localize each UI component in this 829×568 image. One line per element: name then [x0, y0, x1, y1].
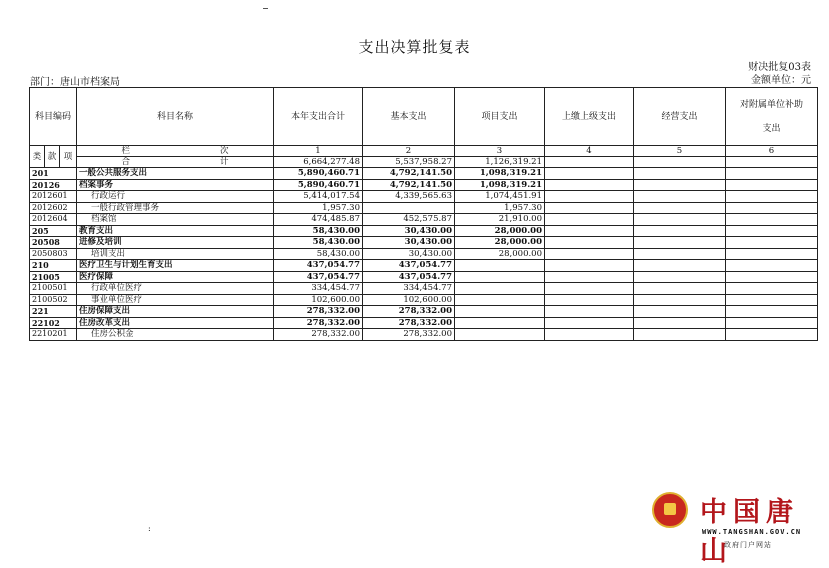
row-business	[634, 191, 726, 203]
row-business	[634, 168, 726, 180]
row-project: 28,000.00	[455, 225, 545, 237]
header-subsidy: 对附属单位补助支出	[726, 88, 818, 146]
row-total: 58,430.00	[274, 225, 363, 237]
row-upper	[545, 225, 634, 237]
header-row	[30, 88, 818, 146]
row-project: 28,000.00	[455, 248, 545, 260]
header-basic: 基本支出	[363, 88, 455, 146]
table-row	[30, 168, 818, 180]
row-business	[634, 237, 726, 249]
row-subsidy	[726, 168, 818, 180]
row-upper	[545, 306, 634, 318]
table-row	[30, 179, 818, 191]
row-code: 20126	[30, 179, 77, 191]
row-subsidy	[726, 191, 818, 203]
col-index-2: 2	[363, 146, 455, 157]
row-code: 2012604	[30, 214, 77, 226]
header-upper: 上缴上级支出	[545, 88, 634, 146]
row-code: 210	[30, 260, 77, 272]
department-label: 部门：唐山市档案局	[30, 77, 120, 88]
row-code: 221	[30, 306, 77, 318]
row-subsidy	[726, 317, 818, 329]
row-business	[634, 283, 726, 295]
row-basic	[363, 202, 455, 214]
logo-url: WWW.TANGSHAN.GOV.CN	[702, 528, 802, 536]
row-project	[455, 283, 545, 295]
header-business: 经营支出	[634, 88, 726, 146]
row-upper	[545, 168, 634, 180]
row-business	[634, 294, 726, 306]
heji-label: 合 计	[77, 157, 274, 168]
row-basic: 4,792,141.50	[363, 179, 455, 191]
header-total: 本年支出合计	[274, 88, 363, 146]
row-business	[634, 214, 726, 226]
row-code: 2100501	[30, 283, 77, 295]
col-index-4: 4	[545, 146, 634, 157]
row-code: 20508	[30, 237, 77, 249]
table-row	[30, 260, 818, 272]
row-upper	[545, 283, 634, 295]
row-project: 28,000.00	[455, 237, 545, 249]
row-basic: 278,332.00	[363, 329, 455, 341]
row-project	[455, 271, 545, 283]
row-subsidy	[726, 214, 818, 226]
row-subsidy	[726, 237, 818, 249]
row-basic: 278,332.00	[363, 306, 455, 318]
row-total: 5,414,017.54	[274, 191, 363, 203]
row-project	[455, 260, 545, 272]
row-project: 21,910.00	[455, 214, 545, 226]
row-code: 2210201	[30, 329, 77, 341]
row-name: 行政单位医疗	[77, 283, 274, 295]
row-name: 住房改革支出	[77, 317, 274, 329]
row-project: 1,074,451.91	[455, 191, 545, 203]
row-business	[634, 260, 726, 272]
heji-project: 1,126,319.21	[455, 157, 545, 168]
header-kuan: 款	[45, 146, 60, 168]
data-rows	[30, 168, 818, 341]
row-basic: 437,054.77	[363, 271, 455, 283]
heji-basic: 5,537,958.27	[363, 157, 455, 168]
row-project	[455, 317, 545, 329]
heji-subsidy	[726, 157, 818, 168]
scan-mark	[263, 8, 268, 9]
row-code: 205	[30, 225, 77, 237]
page-title: 支出决算批复表	[358, 38, 471, 56]
lanci-row	[30, 146, 818, 157]
table-row	[30, 317, 818, 329]
table-row	[30, 329, 818, 341]
row-code: 2050803	[30, 248, 77, 260]
heji-row	[30, 157, 818, 168]
row-business	[634, 306, 726, 318]
row-total: 58,430.00	[274, 248, 363, 260]
row-upper	[545, 260, 634, 272]
row-total: 58,430.00	[274, 237, 363, 249]
header-code: 科目编码	[30, 88, 77, 146]
row-business	[634, 225, 726, 237]
col-index-5: 5	[634, 146, 726, 157]
row-project: 1,957.30	[455, 202, 545, 214]
row-name: 行政运行	[77, 191, 274, 203]
row-subsidy	[726, 306, 818, 318]
row-upper	[545, 248, 634, 260]
row-name: 一般公共服务支出	[77, 168, 274, 180]
row-basic: 334,454.77	[363, 283, 455, 295]
row-name: 档案事务	[77, 179, 274, 191]
row-name: 事业单位医疗	[77, 294, 274, 306]
row-basic: 4,792,141.50	[363, 168, 455, 180]
row-total: 437,054.77	[274, 271, 363, 283]
row-business	[634, 317, 726, 329]
row-total: 278,332.00	[274, 306, 363, 318]
row-basic: 452,575.87	[363, 214, 455, 226]
site-logo	[652, 492, 822, 567]
expenditure-table	[29, 87, 818, 341]
row-upper	[545, 237, 634, 249]
row-subsidy	[726, 329, 818, 341]
row-subsidy	[726, 248, 818, 260]
row-total: 1,957.30	[274, 202, 363, 214]
row-total: 102,600.00	[274, 294, 363, 306]
row-code: 2012601	[30, 191, 77, 203]
row-upper	[545, 214, 634, 226]
row-upper	[545, 179, 634, 191]
amount-unit: 金额单位：元	[751, 75, 811, 86]
row-name: 住房公积金	[77, 329, 274, 341]
row-subsidy	[726, 260, 818, 272]
header-project: 项目支出	[455, 88, 545, 146]
row-business	[634, 248, 726, 260]
row-basic: 30,430.00	[363, 248, 455, 260]
row-project: 1,098,319.21	[455, 168, 545, 180]
row-code: 2012602	[30, 202, 77, 214]
row-business	[634, 179, 726, 191]
heji-total: 6,664,277.48	[274, 157, 363, 168]
header-lei: 类	[30, 146, 45, 168]
row-subsidy	[726, 225, 818, 237]
row-basic: 437,054.77	[363, 260, 455, 272]
row-subsidy	[726, 202, 818, 214]
heji-business	[634, 157, 726, 168]
logo-brand: 中国唐山	[700, 497, 799, 567]
row-name: 进修及培训	[77, 237, 274, 249]
row-total: 278,332.00	[274, 317, 363, 329]
row-subsidy	[726, 271, 818, 283]
row-basic: 4,339,565.63	[363, 191, 455, 203]
row-business	[634, 202, 726, 214]
header-name: 科目名称	[77, 88, 274, 146]
row-name: 医疗卫生与计划生育支出	[77, 260, 274, 272]
national-emblem-icon	[652, 492, 688, 528]
table-row	[30, 294, 818, 306]
row-project: 1,098,319.21	[455, 179, 545, 191]
table-row	[30, 248, 818, 260]
row-code: 22102	[30, 317, 77, 329]
row-basic: 102,600.00	[363, 294, 455, 306]
row-upper	[545, 294, 634, 306]
row-basic: 30,430.00	[363, 225, 455, 237]
row-project	[455, 329, 545, 341]
table-row	[30, 237, 818, 249]
table-row	[30, 191, 818, 203]
row-subsidy	[726, 283, 818, 295]
row-total: 437,054.77	[274, 260, 363, 272]
row-name: 教育支出	[77, 225, 274, 237]
lanci-label: 栏 次	[77, 146, 274, 157]
row-upper	[545, 317, 634, 329]
row-total: 334,454.77	[274, 283, 363, 295]
row-upper	[545, 202, 634, 214]
header-xiang: 项	[60, 146, 77, 168]
table-row	[30, 225, 818, 237]
col-index-1: 1	[274, 146, 363, 157]
row-name: 住房保障支出	[77, 306, 274, 318]
row-total: 278,332.00	[274, 329, 363, 341]
row-name: 医疗保障	[77, 271, 274, 283]
row-name: 一般行政管理事务	[77, 202, 274, 214]
table-row	[30, 306, 818, 318]
table-row	[30, 271, 818, 283]
row-basic: 278,332.00	[363, 317, 455, 329]
scan-dot: :	[148, 524, 151, 533]
col-index-3: 3	[455, 146, 545, 157]
row-code: 201	[30, 168, 77, 180]
row-subsidy	[726, 294, 818, 306]
form-code: 财决批复03表	[748, 62, 811, 73]
table-row	[30, 214, 818, 226]
col-index-6: 6	[726, 146, 818, 157]
row-business	[634, 271, 726, 283]
logo-portal: 政府门户网站	[724, 541, 772, 549]
row-upper	[545, 271, 634, 283]
row-subsidy	[726, 179, 818, 191]
row-total: 5,890,460.71	[274, 179, 363, 191]
row-business	[634, 329, 726, 341]
row-upper	[545, 329, 634, 341]
heji-upper	[545, 157, 634, 168]
row-code: 2100502	[30, 294, 77, 306]
table-row	[30, 283, 818, 295]
row-total: 5,890,460.71	[274, 168, 363, 180]
row-name: 档案馆	[77, 214, 274, 226]
row-code: 21005	[30, 271, 77, 283]
row-name: 培训支出	[77, 248, 274, 260]
row-project	[455, 294, 545, 306]
table-row	[30, 202, 818, 214]
row-total: 474,485.87	[274, 214, 363, 226]
row-upper	[545, 191, 634, 203]
row-basic: 30,430.00	[363, 237, 455, 249]
row-project	[455, 306, 545, 318]
